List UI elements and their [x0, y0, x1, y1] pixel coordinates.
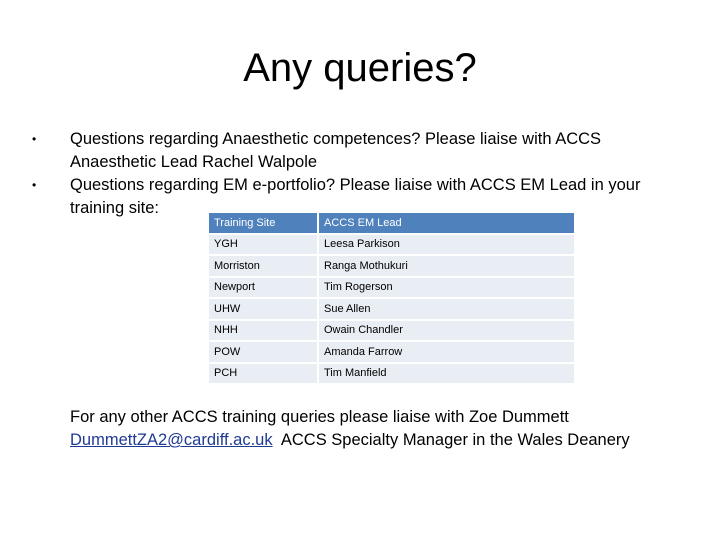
lead-cell: Ranga Mothukuri	[319, 256, 574, 278]
bullet-marker: •	[32, 132, 37, 146]
em-leads-table	[209, 213, 574, 385]
bullet-item-anaesthetic	[30, 128, 670, 174]
lead-cell: Owain Chandler	[319, 321, 574, 343]
header-accs-em-lead: ACCS EM Lead	[319, 213, 574, 235]
table-row	[209, 321, 574, 343]
lead-cell: Amanda Farrow	[319, 342, 574, 364]
site-cell: PCH	[209, 364, 319, 386]
site-cell: POW	[209, 342, 319, 364]
table-row	[209, 342, 574, 364]
lead-cell: Leesa Parkison	[319, 235, 574, 257]
email-link[interactable]: DummettZA2@cardiff.ac.uk	[70, 431, 273, 449]
site-cell: NHH	[209, 321, 319, 343]
site-cell: YGH	[209, 235, 319, 257]
bullet-text: Questions regarding EM e-portfolio? Please liaise with ACCS EM Lead in your training site:	[70, 176, 641, 217]
bullet-text: Questions regarding Anaesthetic competences? Please liaise with ACCS Anaesthetic Lead Rachel Walpole	[70, 130, 602, 171]
site-cell: UHW	[209, 299, 319, 321]
table-row	[209, 364, 574, 386]
lead-cell: Sue Allen	[319, 299, 574, 321]
lead-cell: Tim Rogerson	[319, 278, 574, 300]
table-row	[209, 278, 574, 300]
site-cell: Newport	[209, 278, 319, 300]
table-row	[209, 235, 574, 257]
footer-role-text: ACCS Specialty Manager in the Wales Deanery	[272, 431, 630, 449]
footer-contact	[70, 406, 710, 452]
footer-line-1: For any other ACCS training queries please liaise with Zoe Dummett	[70, 408, 569, 426]
header-training-site: Training Site	[209, 213, 319, 235]
table-row	[209, 299, 574, 321]
table-row	[209, 256, 574, 278]
bullet-marker: •	[32, 178, 37, 192]
bullet-list	[30, 128, 670, 220]
slide-title: Any queries?	[243, 46, 477, 90]
table-header-row	[209, 213, 574, 235]
footer-line-2	[70, 429, 710, 452]
site-cell: Morriston	[209, 256, 319, 278]
lead-cell: Tim Manfield	[319, 364, 574, 386]
